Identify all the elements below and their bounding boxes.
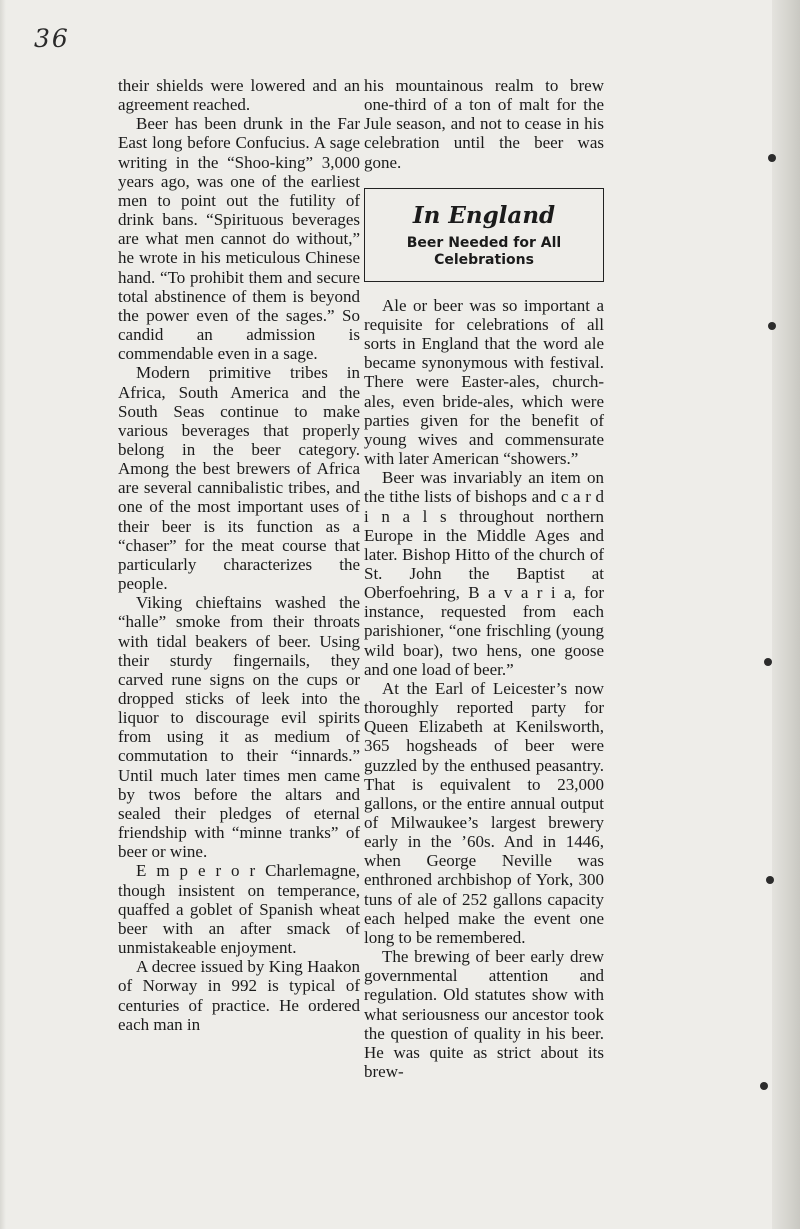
section-heading-box <box>364 188 604 282</box>
section-subtitle-line-2: Celebrations <box>434 251 534 268</box>
section-title: In England <box>412 201 556 229</box>
page-right-edge <box>772 0 800 1229</box>
left-paragraph-1: their shields were lowered and an agreement reached. <box>118 76 360 115</box>
section-subtitle-line-1: Beer Needed for All <box>406 234 562 251</box>
margin-binding-hole <box>768 154 776 162</box>
left-paragraph-5: E m p e r o r Charlemagne, though insistent on temperance, quaffed a goblet of Spanish wheat beer with an after smack of unmistakeable enjoyment. <box>118 861 360 958</box>
right-lead-paragraph: his mountainous realm to brew one-third of a ton of malt for the Jule season, and not to cease in his celebration until the beer was gone. <box>364 76 604 172</box>
page-gutter-shadow <box>0 0 6 1229</box>
margin-binding-hole <box>764 658 772 666</box>
left-column <box>118 76 360 1034</box>
left-paragraph-3: Modern primitive tribes in Africa, South America and the South Seas continue to make various beverages that properly belong in the beer category. Among the best brewers of Africa are several cannibalistic tribes, and one of the most important uses of their beer is its function as a “chaser” for the meat course that particularly characterizes the people. <box>118 363 360 594</box>
left-paragraph-6: A decree issued by King Haakon of Norway in 992 is typical of centuries of practice. He ordered each man in <box>118 957 360 1034</box>
right-paragraph-4: The brewing of beer early drew governmental attention and regulation. Old statutes show with what seriousness our ancestor took the question of quality in his beer. He was quite as strict about its brew- <box>364 947 604 1082</box>
left-paragraph-4: Viking chieftains washed the “halle” smoke from their throats with tidal beakers of beer. Using their sturdy fingernails, they carved rune signs on the cups or dropped sticks of leek into the liquor to discourage evil spirits from using it as medium of commutation to their “innards.” Until much later times men came by twos before the altars and sealed their pledges of eternal friendship with “minne tranks” of beer or wine. <box>118 593 360 862</box>
section-subtitle <box>371 235 597 269</box>
left-paragraph-2: Beer has been drunk in the Far East long before Confucius. A sage writing in the “Shoo-king” 3,000 years ago, was one of the earliest men to point out the futility of drink bans. “Spirituous beverages are what men cannot do without,” he wrote in his meticulous Chinese hand. “To prohibit them and secure total abstinence of them is beyond the power even of the sages.” So candid an admission is commendable even in a sage. <box>118 114 360 364</box>
margin-binding-hole <box>766 876 774 884</box>
margin-binding-hole <box>760 1082 768 1090</box>
margin-binding-hole <box>768 322 776 330</box>
right-column <box>364 76 604 1081</box>
right-paragraph-2: Beer was invariably an item on the tithe lists of bishops and c a r d i n a l s throughout northern Europe in the Middle Ages and later. Bishop Hitto of the church of St. John the Baptist at Oberfoehring, B a v a r i a, for instance, requested from each parishioner, “one frischling (young wild boar), two hens, one goose and one load of beer.” <box>364 468 604 679</box>
right-paragraph-3: At the Earl of Leicester’s now thoroughly reported party for Queen Elizabeth at Kenilsworth, 365 hogsheads of beer were guzzled by the enthused peasantry. That is equivalent to 23,000 gallons, or the entire annual output of Milwaukee’s largest brewery early in the ’60s. And in 1446, when George Neville was enthroned archbishop of York, 300 tuns of ale of 252 gallons capacity each helped make the event one long to be remembered. <box>364 678 604 947</box>
page-number: 36 <box>34 24 70 53</box>
right-paragraph-1: Ale or beer was so important a requisite for celebrations of all sorts in England that the word ale became synonymous with festival. There were Easter-ales, church-ales, even bride-ales, which were parties given for the benefit of young wives and commensurate with later American “showers.” <box>364 295 604 469</box>
